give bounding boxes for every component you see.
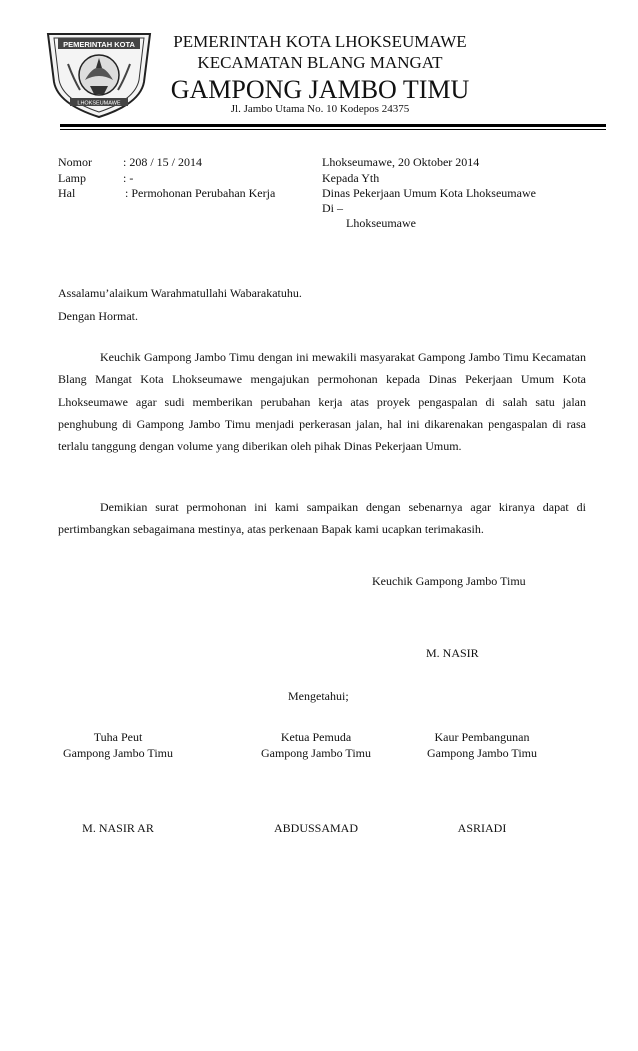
acknowledged-label: Mengetahui; (288, 689, 349, 703)
signer-title: Keuchik Gampong Jambo Timu (372, 574, 526, 588)
middle-signer-org: Gampong Jambo Timu (260, 746, 371, 760)
recipient-greeting: Kepada Yth (322, 171, 380, 185)
municipal-emblem-logo (40, 20, 158, 120)
hal-value: : Permohonan Perubahan Kerja (125, 186, 276, 200)
lamp-label: Lamp (58, 171, 86, 185)
header-government: PEMERINTAH KOTA LHOKSEUMAWE (173, 32, 467, 51)
signer-name: M. NASIR (426, 646, 479, 660)
left-signer-org: Gampong Jambo Timu (62, 746, 173, 760)
middle-signer-title: Ketua Pemuda (280, 730, 352, 744)
svg-text:PEMERINTAH KOTA: PEMERINTAH KOTA (63, 40, 135, 49)
svg-text:LHOKSEUMAWE: LHOKSEUMAWE (77, 100, 121, 107)
hal-label: Hal (58, 186, 76, 200)
recipient-di: Di – (322, 201, 343, 215)
left-signer-title: Tuha Peut (93, 730, 143, 744)
nomor-label: Nomor (58, 155, 92, 169)
header-divider-thin (60, 129, 606, 130)
nomor-value: : 208 / 15 / 2014 (123, 155, 203, 169)
left-signer-name: M. NASIR AR (82, 821, 154, 835)
lamp-value: : - (123, 171, 134, 185)
recipient-name: Dinas Pekerjaan Umum Kota Lhokseumawe (322, 186, 536, 200)
right-signer-name: ASRIADI (457, 821, 507, 835)
header-divider-thick (60, 124, 606, 127)
place-date: Lhokseumawe, 20 Oktober 2014 (322, 155, 480, 169)
header-district: KECAMATAN BLANG MANGAT (197, 53, 443, 72)
right-signer-title: Kaur Pembangunan (434, 730, 530, 744)
recipient-city: Lhokseumawe (346, 216, 416, 230)
middle-signer-name: ABDUSSAMAD (273, 821, 359, 835)
header-address: Jl. Jambo Utama No. 10 Kodepos 24375 (230, 103, 410, 115)
right-signer-org: Gampong Jambo Timu (426, 746, 537, 760)
salutation: Dengan Hormat. (58, 309, 138, 323)
body-paragraph-1: Keuchik Gampong Jambo Timu dengan ini mewakili masyarakat Gampong Jambo Timu Kecamatan Blang Mangat Kota Lhokseumawe mengajukan permohonan kepada Dinas Pekerjaan Umum Kota Lhokseumawe agar sudi memberikan perubahan kerja atas proyek pengaspalan di salah satu jalan penghubung di Gampong Jambo Timu menjadi perkerasan jalan, hal ini dikarenakan pengaspalan di rasa terlalu tanggung dengan volume yang diberikan oleh pihak Dinas Pekerjaan Umum. (58, 350, 586, 454)
body-paragraph-2: Demikian surat permohonan ini kami sampaikan dengan sebenarnya agar kiranya dapat di pertimbangkan sebagaimana mestinya, atas perkenaan Bapak kami ucapkan terimakasih. (58, 500, 586, 537)
header-village: GAMPONG JAMBO TIMU (170, 75, 470, 104)
greeting: Assalamu’alaikum Warahmatullahi Wabarakatuhu. (58, 286, 302, 300)
